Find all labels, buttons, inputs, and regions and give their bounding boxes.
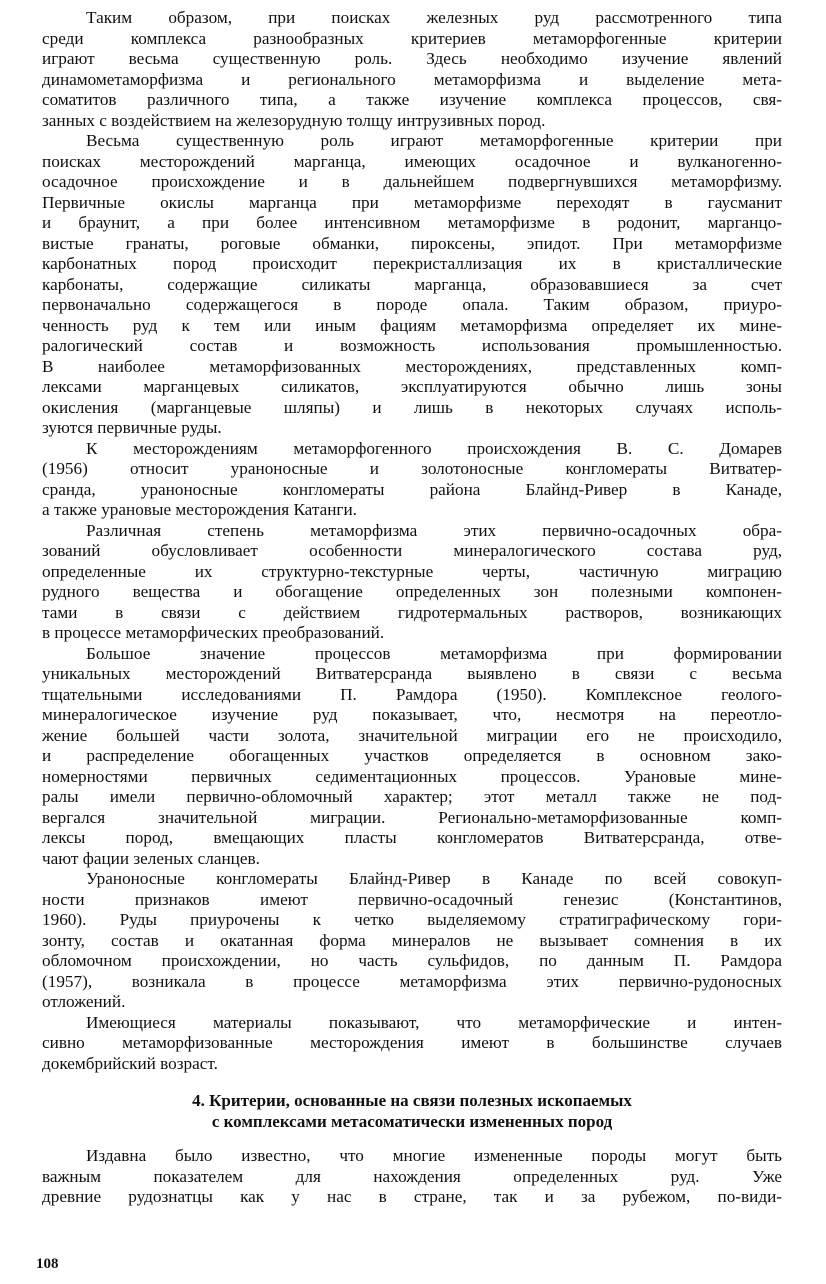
paragraph	[42, 521, 782, 644]
text-line: зонту, состав и окатанная форма минералов не вызывает сомнения в их	[42, 930, 782, 950]
text-block-section-4	[42, 1146, 782, 1208]
text-line: карбонатных пород происходит перекристаллизация их в кристаллические	[42, 254, 782, 273]
text-line: чают фации зеленых сланцев.	[42, 848, 260, 868]
text-line: первоначально содержащегося в породе опала. Таким образом, приуро-	[42, 295, 782, 314]
paragraph	[42, 869, 782, 1013]
text-line: Таким образом, при поисках железных руд рассмотренного типа	[86, 8, 782, 27]
text-line: определенные их структурно-текстурные черты, частичную миграцию	[42, 561, 782, 581]
text-line: в процессе метаморфических преобразований.	[42, 623, 385, 642]
text-line: Весьма существенную роль играют метаморфогенные критерии при	[86, 131, 782, 150]
section-heading-line-1: 4. Критерии, основанные на связи полезных ископаемых	[192, 1091, 632, 1110]
text-line: зований обусловливает особенности минералогического состава руд,	[42, 541, 782, 560]
body-text	[42, 8, 782, 1208]
text-line: Издавна было известно, что многие измененные породы могут быть	[86, 1146, 782, 1165]
text-block-main	[42, 8, 782, 1074]
paragraph	[42, 644, 782, 870]
text-line: сивно метаморфизованные месторождения имеют в большинстве случаев	[42, 1033, 782, 1052]
text-line: докембрийский возраст.	[42, 1053, 218, 1073]
text-line: (1956) относит ураноносные и золотоносные конгломераты Витватер-	[42, 459, 782, 478]
paragraph	[42, 131, 782, 439]
text-line: ралогический состав и возможность использования промышленностью.	[42, 336, 782, 355]
paragraph	[42, 8, 782, 131]
text-line: играют весьма существенную роль. Здесь необходимо изучение явлений	[42, 49, 782, 68]
text-line: ралы имели первично-обломочный характер; этот металл также не под-	[42, 787, 782, 806]
text-line: карбонаты, содержащие силикаты марганца, образовавшиеся за счет	[42, 274, 782, 294]
text-line: древние рудознатцы как у нас в стране, так и за рубежом, по-види-	[42, 1187, 782, 1206]
text-line: а также урановые месторождения Катанги.	[42, 500, 357, 519]
text-line: Первичные окислы марганца при метаморфизме переходят в гаусманит	[42, 192, 782, 212]
text-line: окисления (марганцевые шляпы) и лишь в некоторых случаях исполь-	[42, 397, 782, 417]
text-line: отложений.	[42, 992, 126, 1011]
text-line: динамометаморфизма и регионального метаморфизма и выделение мета-	[42, 69, 782, 89]
text-line: Большое значение процессов метаморфизма при формировании	[86, 643, 782, 663]
text-line: Имеющиеся материалы показывают, что метаморфические и интен-	[86, 1012, 782, 1032]
text-line: лексами марганцевых силикатов, эксплуатируются обычно лишь зоны	[42, 377, 782, 396]
text-line: зуются первичные руды.	[42, 418, 222, 437]
text-line: соматитов различного типа, а также изучение комплекса процессов, свя-	[42, 90, 782, 109]
text-line: важным показателем для нахождения определенных руд. Уже	[42, 1166, 782, 1186]
text-line: осадочное происхождение и в дальнейшем подвергнувшихся метаморфизму.	[42, 172, 782, 191]
text-line: номерностями первичных седиментационных процессов. Урановые мине-	[42, 766, 782, 786]
text-line: и распределение обогащенных участков определяется в основном зако-	[42, 746, 782, 765]
text-line: ности признаков имеют первично-осадочный генезис (Константинов,	[42, 889, 782, 909]
text-line: лексы пород, вмещающих пласты конгломератов Витватерсранда, отве-	[42, 828, 782, 847]
text-line: К месторождениям метаморфогенного происхождения В. С. Домарев	[86, 438, 782, 458]
text-line: рудного вещества и обогащение определенных зон полезными компонен-	[42, 582, 782, 601]
text-line: обломочном происхождении, но часть сульфидов, по данным П. Рамдора	[42, 951, 782, 970]
text-line: тами в связи с действием гидротермальных растворов, возникающих	[42, 602, 782, 622]
text-line: (1957), возникала в процессе метаморфизма этих первично-рудоносных	[42, 971, 782, 991]
text-line: поисках месторождений марганца, имеющих осадочное и вулканогенно-	[42, 151, 782, 171]
paragraph	[42, 439, 782, 521]
text-line: вистые гранаты, роговые обманки, пироксены, эпидот. При метаморфизме	[42, 233, 782, 253]
text-line: среди комплекса разнообразных критериев метаморфогенные критерии	[42, 28, 782, 48]
text-line: Ураноносные конгломераты Блайнд-Ривер в Канаде по всей совокуп-	[86, 869, 782, 888]
text-line: ченность руд к тем или иным фациям метаморфизма определяет их мине-	[42, 315, 782, 335]
text-line: минералогическое изучение руд показывает, что, несмотря на переотло-	[42, 705, 782, 724]
text-line: жение большей части золота, значительной миграции его не происходило,	[42, 725, 782, 745]
text-line: 1960). Руды приурочены к четко выделяемому стратиграфическому гори-	[42, 910, 782, 929]
text-line: В наиболее метаморфизованных месторождениях, представленных комп-	[42, 356, 782, 376]
text-line: уникальных месторождений Витватерсранда выявлено в связи с весьма	[42, 664, 782, 683]
text-line: вергался значительной миграции. Регионально-метаморфизованные комп-	[42, 807, 782, 827]
paragraph	[42, 1146, 782, 1208]
text-line: занных с воздействием на железорудную толщу интрузивных пород.	[42, 110, 546, 130]
text-line: и браунит, а при более интенсивном метаморфизме в родонит, марганцо-	[42, 213, 782, 232]
page-number: 108	[36, 1256, 59, 1272]
text-line: тщательными исследованиями П. Рамдора (1950). Комплексное геолого-	[42, 684, 782, 704]
paragraph	[42, 1013, 782, 1075]
text-line: сранда, ураноносные конгломераты района Блайнд-Ривер в Канаде,	[42, 479, 782, 499]
text-line: Различная степень метаморфизма этих первично-осадочных обра-	[86, 520, 782, 540]
section-heading-line-2: с комплексами метасоматически измененных пород	[211, 1112, 613, 1131]
